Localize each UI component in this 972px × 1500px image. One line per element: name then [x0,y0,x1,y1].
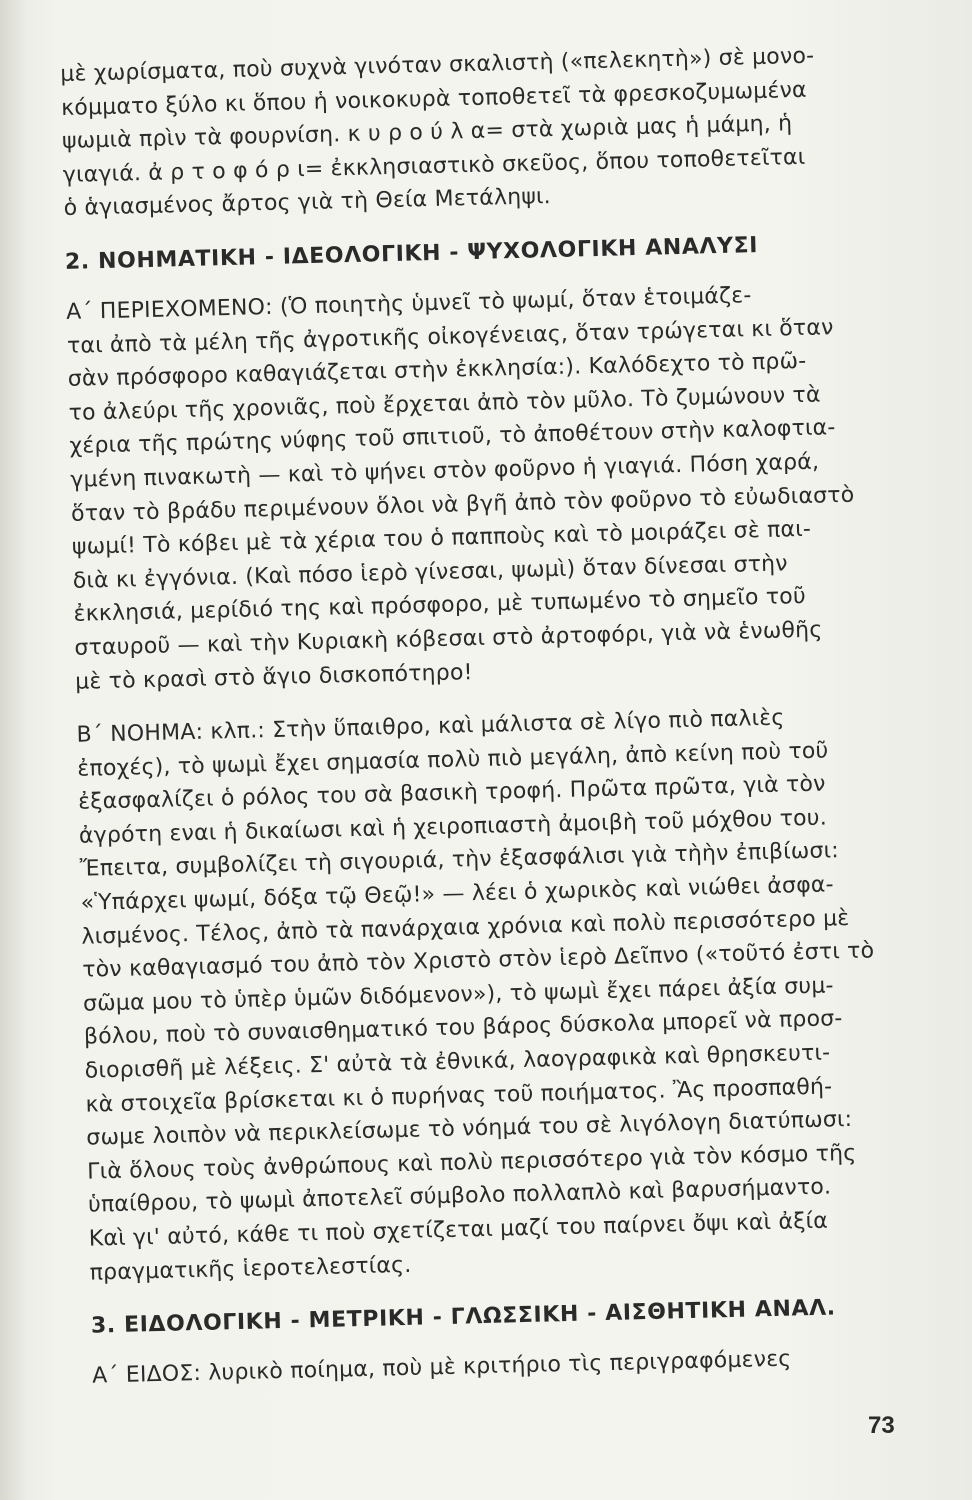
text-line: ὁ ἁγιασμένος ἄρτος γιὰ τὴ Θεία Μετάληψι. [63,184,552,222]
text-line: Β΄ ΝΟΗΜΑ: κλπ.: Στὴν ὕπαιθρο, καὶ μάλιστα σὲ λίγο πιὸ παλιὲς [76,705,785,748]
page-number: 73 [868,1412,895,1439]
section-3-heading: 3. ΕΙΔΟΛΟΓΙΚΗ - ΜΕΤΡΙΚΗ - ΓΛΩΣΣΙΚΗ - ΑΙΣΘΗΤΙΚΗ ΑΝΑΛ. [90,1295,836,1339]
text-line: μὲ χωρίσματα, ποὺ συχνὰ γινόταν σκαλιστὴ («πελεκητὴ») σὲ μονο- [60,43,815,87]
text-line: γιαγιά. ἀ ρ τ ο φ ό ρ ι= ἐκκλησιαστικὸ σκεῦος, ὅπου τοποθετεῖται [62,144,806,188]
text-line: σταυροῦ — καὶ τὴν Κυριακὴ κόβεσαι στὸ ἀρτοφόρι, γιὰ νὰ ἑνωθῆς [74,617,823,661]
text-line: κὰ στοιχεῖα βρίσκεται κι ὁ πυρήνας τοῦ ποιήματος. Ἂς προσπαθή- [85,1074,833,1118]
text-line: «Ὑπάρχει ψωμί, δόξα τῷ Θεῷ!» — λέει ὁ χωρικὸς καὶ νιώθει ἀσφα- [80,872,835,916]
section-2-heading: 2. ΝΟΗΜΑΤΙΚΗ - ΙΔΕΟΛΟΓΙΚΗ - ΨΥΧΟΛΟΓΙΚΗ ΑΝΑΛΥΣΙ [64,232,759,275]
text-line: ται ἀπὸ τὰ μέλη τῆς ἀγροτικῆς οἰκογένειας, ὅταν τρώγεται κι ὅταν [66,314,834,359]
text-line: χέρια τῆς πρώτης νύφης τοῦ σπιτιοῦ, τὸ ἀποθέτουν στὴν καλοφτια- [69,415,836,460]
text-line: γμένη πινακωτὴ — καὶ τὸ ψήνει στὸν φοῦρνο ἡ γιαγιά. Πόση χαρά, [70,449,820,493]
text-line: σὰν πρόσφορο καθαγιάζεται στὴν ἐκκλησία:). Καλόδεχτο τὸ πρῶ- [67,349,807,393]
text-line: μὲ τὸ κρασὶ στὸ ἅγιο δισκοπότηρο! [74,659,473,695]
text-line: ἐκκλησιά, μερίδιό της καὶ πρόσφορο, μὲ τυπωμένο τὸ σημεῖο τοῦ [73,584,807,628]
text-line: ὑπαίθρου, τὸ ψωμὶ ἀποτελεῖ σύμβολο πολλαπλὸ καὶ βαρυσήμαντο. [87,1174,832,1219]
page-text-block [60,37,938,1393]
text-line: ἀγρότη εναι ἡ δικαίωσι καὶ ἡ χειροπιαστὴ ἀμοιβὴ τοῦ μόχθου του. [78,805,828,849]
text-line: ψωμί! Τὸ κόβει μὲ τὰ χέρια του ὁ παπποὺς καὶ τὸ μοιράζει σὲ παι- [71,516,812,560]
meaning-paragraph [76,698,936,1290]
text-line: πραγματικῆς ἱεροτελεστίας. [89,1252,412,1286]
text-line: Γιὰ ὅλους τοὺς ἀνθρώπους καὶ πολὺ περισσότερο γιὰ τὸν κόσμο τῆς [86,1140,857,1185]
text-line: σῶμα μου τὸ ὑπὲρ ὑμῶν διδόμενον»), τὸ ψωμὶ ἔχει πάρει ἀξία συμ- [82,973,834,1017]
text-line: κόμματο ξύλο κι ὅπου ἡ νοικοκυρὰ τοποθετεῖ τὰ φρεσκοζυμωμένα [60,77,808,121]
text-line: βόλου, ποὺ τὸ συναισθηματικό του βάρος δύσκολα μπορεῖ νὰ προσ- [83,1006,843,1051]
text-line: διορισθῆ μὲ λέξεις. Σ' αὐτὰ τὰ ἐθνικά, λαογραφικὰ καὶ θρησκευτι- [84,1040,831,1084]
content-paragraph [66,275,922,699]
text-line: ψωμιὰ πρὶν τὰ φουρνίση. κ υ ρ ο ύ λ α= στὰ χωριὰ μας ἡ μάμη, ἡ [61,111,793,155]
text-line: ἐποχές), τὸ ψωμὶ ἔχει σημασία πολὺ πιὸ μεγάλη, ἀπὸ κείνη ποὺ τοῦ [77,738,829,782]
text-line: διὰ κι ἐγγόνια. (Καὶ πόσο ἱερὸ γίνεσαι, ψωμὶ) ὅταν δίνεσαι στὴν [72,551,789,594]
text-line: Καὶ γι' αὐτό, κάθε τι ποὺ σχετίζεται μαζί του παίρνει ὄψι καὶ ἀξία [88,1208,829,1252]
intro-paragraph [60,37,910,226]
text-line: σωμε λοιπὸν νὰ περικλείσωμε τὸ νόημά του σὲ λιγόλογη διατύπωσι: [86,1107,853,1151]
page-gutter-shadow [0,0,26,1500]
text-line: Ἔπειτα, συμβολίζει τὴ σιγουριά, τὴν ἐξασφάλισι γιὰ τὴὴν ἐπιβίωσι: [79,838,840,883]
text-line: το ἀλεύρι τῆς χρονιᾶς, ποὺ ἔρχεται ἀπὸ τὸν μῦλο. Τὸ ζυμώνουν τὰ [68,382,821,426]
text-line: ὅταν τὸ βράδυ περιμένουν ὅλοι νὰ βγῆ ἀπὸ τὸν φοῦρνο τὸ εὐωδιαστὸ [70,482,855,527]
text-line: τὸν καθαγιασμό του ἀπὸ τὸν Χριστὸ στὸν ἱερὸ Δεῖπνο («τοῦτό ἐστι τὸ [81,938,875,983]
text-line: ἐξασφαλίζει ὁ ρόλος του σὰ βασικὴ τροφή. Πρῶτα πρῶτα, γιὰ τὸν [77,771,826,816]
text-line: Α΄ ΕΙΔΟΣ: λυρικὸ ποίημα, ποὺ μὲ κριτήριο τὶς περιγραφόμενες [91,1346,792,1389]
text-line: λισμένος. Τέλος, ἀπὸ τὰ πανάρχαια χρόνια καὶ πολὺ περισσότερο μὲ [81,905,850,950]
text-line: Α΄ ΠΕΡΙΕΧΟΜΕΝΟ: (Ὁ ποιητὴς ὑμνεῖ τὸ ψωμί, ὅταν ἑτοιμάζε- [65,283,752,325]
